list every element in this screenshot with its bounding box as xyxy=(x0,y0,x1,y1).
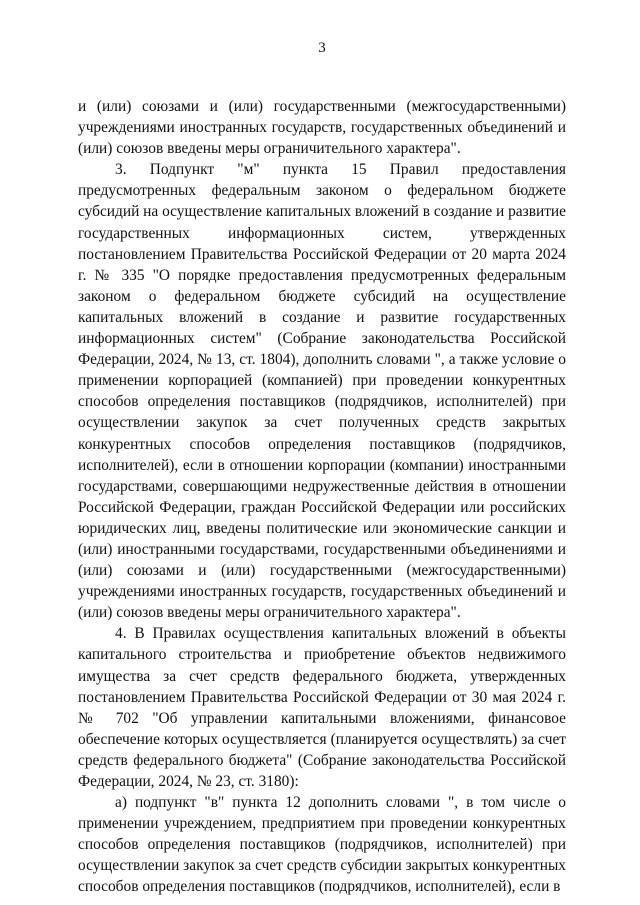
paragraph-continuation: и (или) союзами и (или) государственными (межгосударственными) учреждениями иностранных государств, государственных объединений и (или) союзов введены меры ограничительного характера". xyxy=(78,98,566,158)
paragraph-subitem-a: а) подпункт "в" пункта 12 дополнить словами ", в том числе о применении учреждением, предприятием при проведении конкурентных способов определения поставщиков (подрядчиков, исполнителей) при осуществлении закупок за счет средств субсидии закрытых конкурентных способов определения поставщиков (подрядчиков, исполнителей), если в xyxy=(78,794,566,896)
paragraph-item-4: 4. В Правилах осуществления капитальных вложений в объекты капитального строительства и приобретение объектов недвижимого имущества за счет средств федерального бюджета, утвержденных постановлением Правительства Российской Федерации от 30 мая 2024 г. № 702 "Об управлении капитальными вложениями, финансовое обеспечение которых осуществляется (планируется осуществлять) за счет средств федерального бюджета" (Собрание законодательства Российской Федерации, 2024, № 23, ст. 3180): xyxy=(78,625,566,790)
document-body xyxy=(78,96,566,898)
page-number: 3 xyxy=(318,40,326,56)
paragraph-item-3: 3. Подпункт "м" пункта 15 Правил предоставления предусмотренных федеральным законом о федеральном бюджете субсидий на осуществление капитальных вложений в создание и развитие государственных информационных систем, утвержденных постановлением Правительства Российской Федерации от 20 марта 2024 г. № 335 "О порядке предоставления предусмотренных федеральным законом о федеральном бюджете субсидий на осуществление капитальных вложений в создание и развитие государственных информационных систем" (Собрание законодательства Российской Федерации, 2024, № 13, ст. 1804), дополнить словами ", а также условие о применении корпорацией (компанией) при проведении конкурентных способов определения поставщиков (подрядчиков, исполнителей) при осуществлении закупок за счет полученных средств закрытых конкурентных способов определения поставщиков (подрядчиков, исполнителей), если в отношении корпорации (компании) иностранными государствами, совершающими недружественные действия в отношении Российской Федерации, граждан Российской Федерации или российских юридических лиц, введены политические или экономические санкции и (или) иностранными государствами, государственными объединениями и (или) союзами и (или) государственными (межгосударственными) учреждениями иностранных государств, государственных объединений и (или) союзов введены меры ограничительного характера". xyxy=(78,161,566,622)
